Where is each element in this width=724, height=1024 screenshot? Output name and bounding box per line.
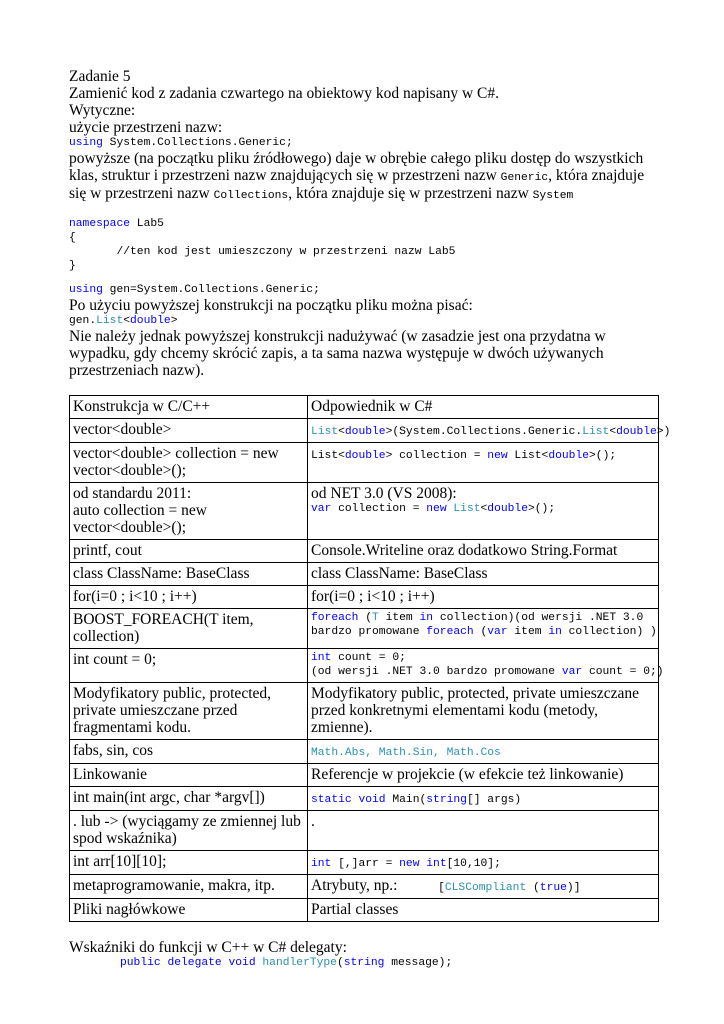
inline-code-generic: Generic bbox=[500, 172, 549, 184]
table-row bbox=[70, 787, 659, 811]
keyword-using-alias: using bbox=[69, 284, 103, 296]
cell-csharp: . bbox=[308, 811, 659, 851]
cell-csharp: Partial classes bbox=[308, 899, 659, 922]
table-row bbox=[70, 586, 659, 609]
table-row bbox=[70, 443, 659, 483]
cell-csharp bbox=[308, 740, 659, 764]
math-functions-code: Math.Abs, Math.Sin, Math.Cos bbox=[311, 747, 501, 759]
cell-csharp: List<double> collection = new List<double>(); bbox=[308, 443, 659, 483]
table-row bbox=[70, 740, 659, 764]
cell-cpp: int arr[10][10]; bbox=[70, 851, 308, 875]
cpp-line: vector<double>(); bbox=[73, 519, 187, 536]
namespace-code-block bbox=[69, 217, 659, 273]
delegates-heading: Wskaźniki do funkcji w C++ w C# delegaty: bbox=[69, 939, 347, 956]
cell-cpp: metaprogramowanie, makra, itp. bbox=[70, 875, 308, 899]
cell-cpp: BOOST_FOREACH(T item, collection) bbox=[70, 609, 308, 649]
cell-cpp: vector<double> bbox=[70, 419, 308, 443]
table-row bbox=[70, 483, 659, 540]
cell-csharp: class ClassName: BaseClass bbox=[308, 563, 659, 586]
task-description: Zamienić kod z zadania czwartego na obiektowy kod napisany w C#. bbox=[69, 85, 499, 102]
cell-cpp: int main(int argc, char *argv[]) bbox=[70, 787, 308, 811]
cell-csharp: Referencje w projekcie (w efekcie też linkowanie) bbox=[308, 764, 659, 787]
table-row bbox=[70, 851, 659, 875]
cell-csharp: int [,]arr = new int[10,10]; bbox=[308, 851, 659, 875]
generic-close: > bbox=[170, 315, 178, 327]
inline-code-collections: Collections bbox=[213, 190, 289, 202]
cpp-line: od standardu 2011: bbox=[73, 485, 192, 502]
namespace-name: Lab5 bbox=[130, 218, 164, 230]
brace-open: { bbox=[69, 232, 76, 244]
alias-usage-text: Po użyciu powyższej konstrukcji na początku pliku można pisać: bbox=[69, 297, 473, 314]
explanation-text-1: powyższe (na początku pliku źródłowego) daje w obrębie całego pliku dostęp do wszystkich klas, struktur i przestrzeni nazw znajdujących się w przestrzeni nazw bbox=[69, 150, 644, 184]
task-title: Zadanie 5 bbox=[69, 68, 131, 85]
generic-open: < bbox=[123, 315, 131, 327]
cell-csharp: Atrybuty, np.: [CLSCompliant (true)] bbox=[308, 875, 659, 899]
table-row bbox=[70, 899, 659, 922]
table-row bbox=[70, 563, 659, 586]
namespace-line bbox=[69, 217, 659, 231]
document-page bbox=[69, 68, 671, 970]
alias-prefix: gen. bbox=[69, 315, 97, 327]
attributes-label: Atrybuty, np.: bbox=[311, 877, 398, 894]
cell-cpp: vector<double> collection = new vector<double>(); bbox=[70, 443, 308, 483]
header-cpp: Konstrukcja w C/C++ bbox=[70, 396, 308, 419]
cell-cpp bbox=[70, 483, 308, 540]
brace-close: } bbox=[69, 260, 76, 272]
using-alias-code bbox=[69, 283, 659, 297]
keyword-double: double bbox=[130, 315, 171, 327]
code-comment: //ten kod jest umieszczony w przestrzeni nazw Lab5 bbox=[69, 246, 456, 258]
using-explanation bbox=[69, 150, 659, 203]
cell-cpp: class ClassName: BaseClass bbox=[70, 563, 308, 586]
alias-example-code bbox=[69, 314, 659, 328]
cell-csharp: static void Main(string[] args) bbox=[308, 787, 659, 811]
cell-cpp: . lub -> (wyciągamy ze zmiennej lub spod wskaźnika) bbox=[70, 811, 308, 851]
cell-csharp: Console.Writeline oraz dodatkowo String.Format bbox=[308, 540, 659, 563]
table-row bbox=[70, 649, 659, 683]
cell-csharp: Modyfikatory public, protected, private umieszczane przed konkretnymi elementami kodu (metody, zmienne). bbox=[308, 683, 659, 740]
using-namespace: System.Collections.Generic; bbox=[102, 137, 293, 149]
table-row bbox=[70, 540, 659, 563]
table-row bbox=[70, 875, 659, 899]
table-row bbox=[70, 419, 659, 443]
using-directive-code bbox=[69, 136, 659, 150]
cell-cpp: Pliki nagłówkowe bbox=[70, 899, 308, 922]
table-row bbox=[70, 609, 659, 649]
alias-warning: Nie należy jednak powyższej konstrukcji nadużywać (w zasadzie jest ona przydatna w wypadku, gdy chcemy skrócić zapis, a ta sama nazwa występuje w dwóch używanych przestrzeniach nazw). bbox=[69, 328, 606, 379]
cell-cpp: Linkowanie bbox=[70, 764, 308, 787]
inline-code-system: System bbox=[532, 190, 574, 202]
cell-cpp: Modyfikatory public, protected, private umieszczane przed fragmentami kodu. bbox=[70, 683, 308, 740]
cell-csharp: for(i=0 ; i<10 ; i++) bbox=[308, 586, 659, 609]
header-csharp: Odpowiednik w C# bbox=[308, 396, 659, 419]
cell-cpp: printf, cout bbox=[70, 540, 308, 563]
explanation-text-2: , która znajduje się w przestrzeni nazw bbox=[69, 167, 645, 202]
table-row bbox=[70, 764, 659, 787]
explanation-text-3: , która znajduje się w przestrzeni nazw bbox=[288, 185, 533, 202]
cell-csharp: foreach (T item in collection)(od wersji .NET 3.0 bardzo promowane foreach (var item in collection) ) bbox=[308, 609, 659, 649]
alias-definition: gen=System.Collections.Generic; bbox=[102, 284, 320, 296]
keyword-namespace: namespace bbox=[69, 218, 131, 230]
cell-cpp: for(i=0 ; i<10 ; i++) bbox=[70, 586, 308, 609]
cpp-line: auto collection = new bbox=[73, 502, 207, 519]
comparison-table bbox=[69, 395, 671, 922]
delegate-code: public delegate void handlerType(string message); bbox=[120, 957, 453, 969]
type-list: List bbox=[96, 315, 124, 327]
table-row bbox=[70, 811, 659, 851]
cell-csharp: List<double>(System.Collections.Generic.List<double>) bbox=[308, 419, 659, 443]
csharp-line: od NET 3.0 (VS 2008): bbox=[311, 485, 457, 502]
namespace-usage-label: użycie przestrzeni nazw: bbox=[69, 119, 223, 136]
cell-cpp: int count = 0; bbox=[70, 649, 308, 683]
cell-csharp: int count = 0; (od wersji .NET 3.0 bardzo promowane var count = 0;) bbox=[308, 649, 659, 683]
guidelines-heading: Wytyczne: bbox=[69, 102, 136, 119]
table-row bbox=[70, 683, 659, 740]
table-header-row bbox=[70, 396, 659, 419]
keyword-using: using bbox=[69, 137, 103, 149]
cell-cpp: fabs, sin, cos bbox=[70, 740, 308, 764]
cell-csharp: od NET 3.0 (VS 2008): var collection = new List<double>(); bbox=[308, 483, 659, 540]
